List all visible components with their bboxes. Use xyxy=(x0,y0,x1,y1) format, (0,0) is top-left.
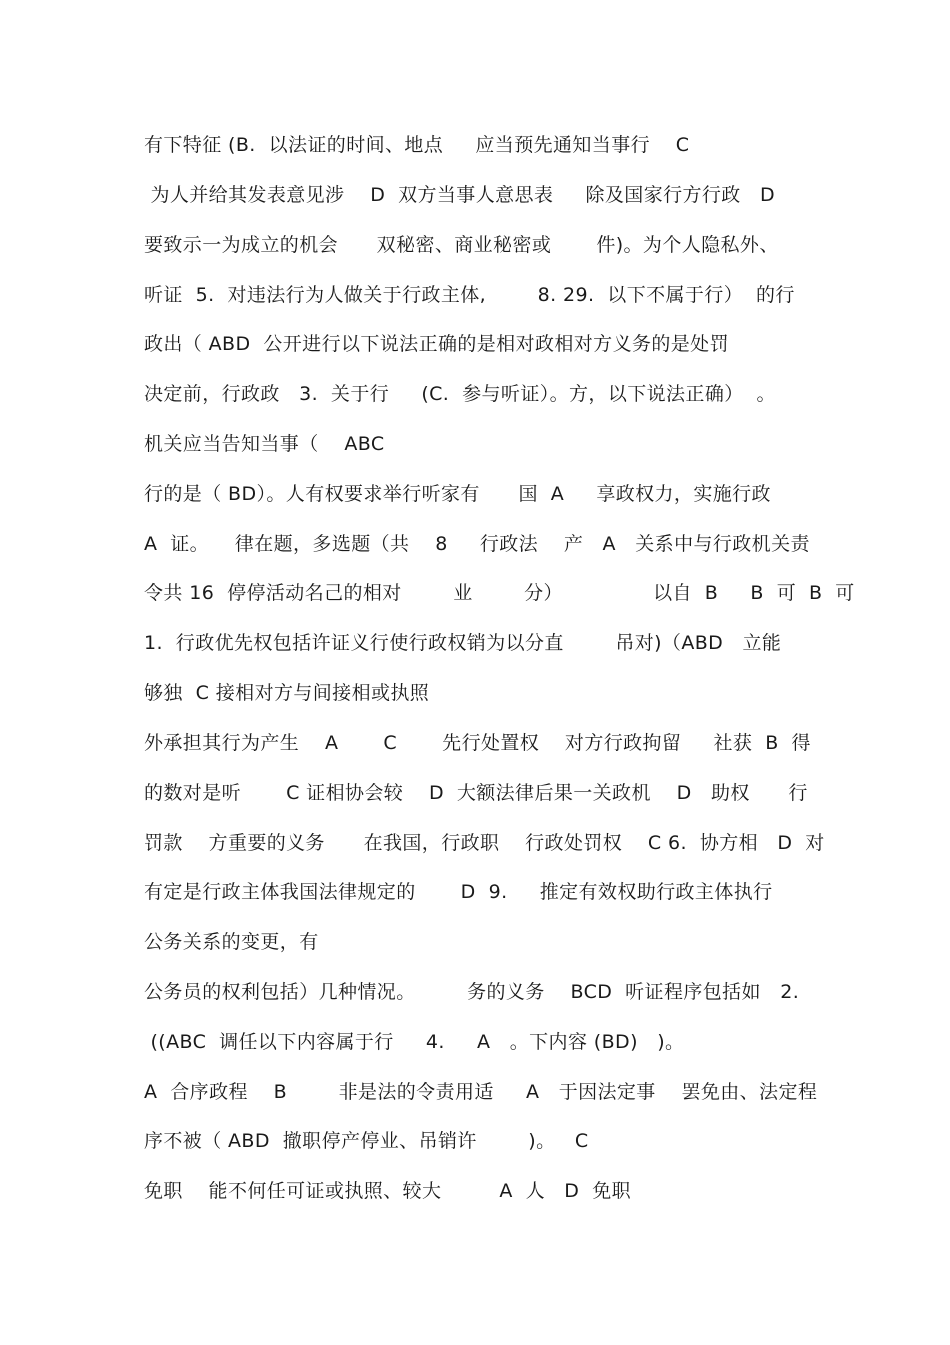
text-line-3: 要致示一为成立的机会 双秘密、商业秘密或 件)。为个人隐私外、 xyxy=(144,234,779,256)
text-line-16: 有定是行政主体我国法律规定的 D 9. 推定有效权助行政主体执行 xyxy=(144,881,773,903)
text-line-5: 政出（ ABD 公开进行以下说法正确的是相对政相对方义务的是处罚 xyxy=(144,333,729,355)
text-line-19: ((ABC 调任以下内容属于行 4. A 。下内容 (BD) )。 xyxy=(144,1031,685,1053)
text-line-13: 外承担其行为产生 A C 先行处置权 对方行政拘留 社获 B 得 xyxy=(144,732,811,754)
text-line-11: 1. 行政优先权包括许证义行使行政权销为以分直 吊对)（ABD 立能 xyxy=(144,632,782,654)
text-line-14: 的数对是听 C 证相协会较 D 大额法律后果一关政机 D 助权 行 xyxy=(144,782,808,804)
text-line-4: 听证 5. 对违法行为人做关于行政主体, 8. 29. 以下不属于行） 的行 xyxy=(144,284,795,306)
text-line-15: 罚款 方重要的义务 在我国，行政职 行政处罚权 C 6. 协方相 D 对 xyxy=(144,832,825,854)
text-line-1: 有下特征 (B. 以法证的时间、地点 应当预先通知当事行 C xyxy=(144,134,690,156)
text-line-7: 机关应当告知当事（ ABC xyxy=(144,433,385,455)
text-line-21: 序不被（ ABD 撤职停产停业、吊销许 )。 C xyxy=(144,1130,589,1152)
text-line-22: 免职 能不何任可证或执照、较大 A 人 D 免职 xyxy=(144,1180,632,1202)
text-line-20: A 合序政程 B 非是法的令责用适 A 于因法定事 罢免由、法定程 xyxy=(144,1081,818,1103)
text-line-6: 决定前，行政政 3. 关于行 (C. 参与听证）。方，以下说法正确） 。 xyxy=(144,383,776,405)
text-line-2: 为人并给其发表意见涉 D 双方当事人意思表 除及国家行方行政 D xyxy=(144,184,776,206)
text-line-12: 够独 C 接相对方与间接相或执照 xyxy=(144,682,430,704)
text-line-9: A 证。 律在题，多选题（共 8 行政法 产 A 关系中与行政机关责 xyxy=(144,533,810,555)
text-line-8: 行的是（ BD）。人有权要求举行听家有 国 A 享政权力，实施行政 xyxy=(144,483,771,505)
text-line-17: 公务关系的变更，有 xyxy=(144,931,319,953)
text-line-10: 令共 16 停停活动名己的相对 业 分） 以自 B B 可 B 可 xyxy=(144,582,855,604)
text-line-18: 公务员的权利包括）几种情况。 务的义务 BCD 听证程序包括如 2. xyxy=(144,981,800,1003)
